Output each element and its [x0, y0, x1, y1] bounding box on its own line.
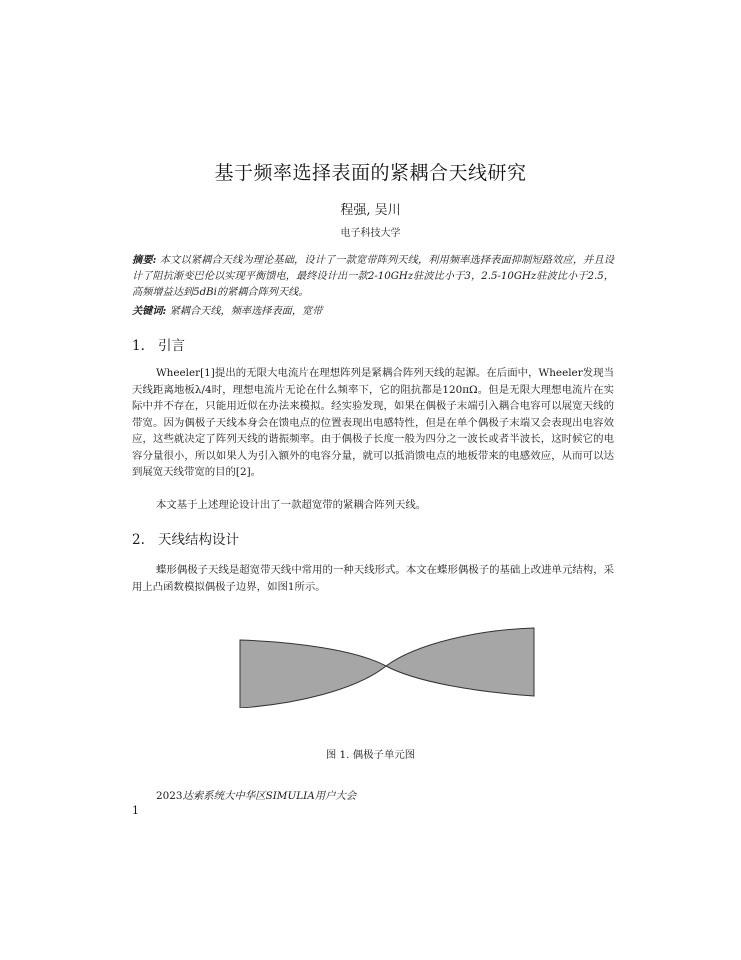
figure-caption: 图 1. 偶极子单元图	[325, 749, 416, 761]
keywords-text: 紧耦合天线，频率选择表面，宽带	[166, 306, 323, 317]
footer-conference: 达索系统大中华区SIMULIA用户大会	[182, 790, 357, 802]
abstract	[132, 252, 614, 301]
paragraph-structure-1: 蝶形偶极子天线是超宽带天线中常用的一种天线形式。本文在蝶形偶极子的基础上改进单元结构，采用上凸函数模拟偶极子边界，如图1所示。	[132, 564, 614, 593]
dipole-element-figure	[236, 624, 538, 708]
footer-year: 2023	[156, 790, 183, 802]
section-heading-introduction	[132, 334, 185, 354]
abstract-label: 摘要:	[132, 254, 157, 266]
paragraph-intro-2: 本文基于上述理论设计出了一款超宽带的紧耦合阵列天线。	[156, 499, 427, 511]
section-title: 引言	[158, 338, 185, 354]
paper-authors: 程强, 吴川	[340, 203, 401, 218]
paper-affiliation: 电子科技大学	[340, 228, 401, 239]
section-heading-antenna-structure	[132, 528, 239, 548]
section-number: 2.	[132, 532, 145, 548]
section-title: 天线结构设计	[158, 532, 239, 548]
paragraph-intro-1: Wheeler[1]提出的无限大电流片在理想阵列是紧耦合阵列天线的起源。在后面中，Wheeler发现当天线距离地板λ/4时，理想电流片无论在什么频率下，它的阻抗都是120πΩ。但是无限大理想电流片在实际中并不存在，只能用近似在办法来模拟。经实验发现，如果在偶极子末端引入耦合电容可以展宽天线的带宽。因为偶极子天线本身会在馈电点的位置表现出电感特性，但是在单个偶极子末端又会表现出电容效应，这些就决定了阵列天线的谐振频率。由于偶极子长度一般为四分之一波长或者半波长，这时候它的电容分量很小，所以如果人为引入额外的电容分量，就可以抵消馈电点的地板带来的电感效应，从而可以达到展宽天线带宽的目的[2]。	[132, 367, 614, 478]
keywords-label: 关键词:	[132, 305, 167, 317]
dipole-element-shape	[240, 628, 534, 708]
keywords	[132, 303, 614, 320]
section-number: 1.	[132, 338, 145, 354]
page-number: 1	[132, 804, 139, 817]
abstract-text: 本文以紧耦合天线为理论基础，设计了一款宽带阵列天线，利用频率选择表面抑制短路效应，并且设计了阻抗渐变巴伦以实现平衡馈电，最终设计出一款2-10GHz驻波比小于3，2.5-10GHz驻波比小于2.5，高频增益达到5dBi的紧耦合阵列天线。	[132, 255, 615, 298]
footer	[156, 787, 356, 802]
paper-title: 基于频率选择表面的紧耦合天线研究	[214, 162, 527, 184]
